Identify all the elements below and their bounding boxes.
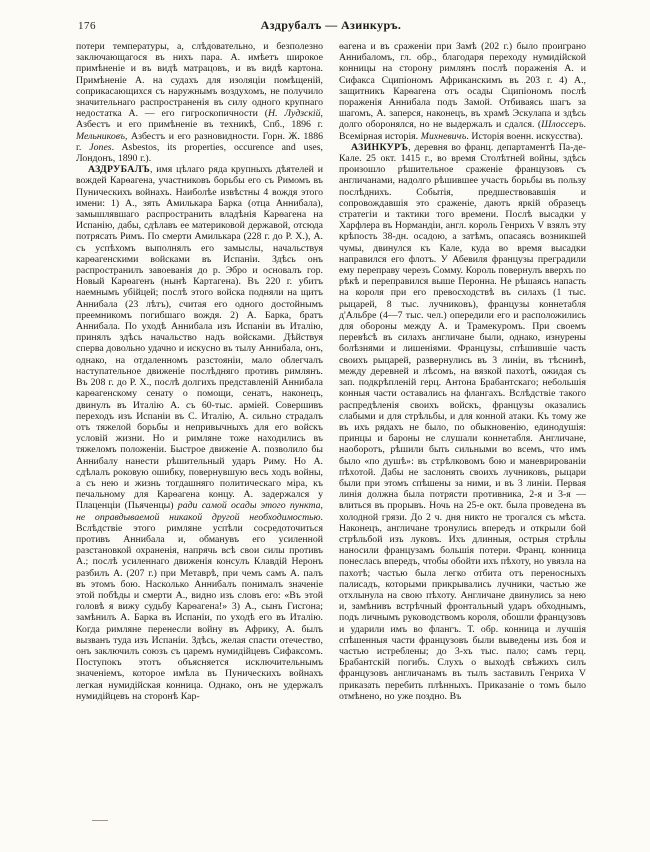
text-segment: Jones [89, 141, 112, 153]
running-title: Аздрубалъ — Азинкуръ. [260, 18, 402, 32]
text-segment: . Всемірная исторія. [339, 119, 586, 142]
text-segment: , Азбестъ и его примѣненіе въ техникѣ, Спб., 1896 г. [76, 108, 323, 131]
entry-headword: АЗИНКУРЪ [351, 141, 409, 153]
paragraph [339, 41, 586, 142]
page-number: 176 [78, 20, 96, 32]
text-segment: потери температуры, а, слѣдовательно, и безполезно заключающагося въ нихъ пара. А. имѣетъ широкое примѣненіе и въ видѣ матрацовъ, и въ видѣ картона. Примѣненіе А. на судахъ для изоляціи помѣщеній, соприкасающихся съ наружнымъ воздухомъ, не получило значительнаго распространенія въ силу одного крупнаго недостатка А. — его гигроскопичности ( [76, 41, 323, 120]
paragraph [339, 142, 586, 702]
signature-mark [92, 820, 108, 821]
page-content [76, 18, 586, 816]
text-segment: , деревня во франц. департаментѣ Па-де-Кале. 25 окт. 1415 г., во время Столѣтней войны, здѣсь произошло рѣшительное сраженіе французовъ съ англичанами, надолго рѣшившее участь борьбы въ пользу послѣднихъ. Событія, предшествовавшія и сопровождавшія это сраженіе, даютъ яркій образецъ стратегіи и тактики того времени. Послѣ высадки у Харфлера въ Нормандіи, англ. король Генрихъ V взялъ эту крѣпость 38-дн. осадою, а затѣмъ, опасаясь возникшей чумы, двинулся къ Кале, куда во время высадки направился его флотъ. У Абевиля французы преградили ему переправу черезъ Сомму. Король повернулъ вверхъ по рѣкѣ и переправился выше Перонна. Не рѣшаясь напасть на короля при его превосходствѣ въ силахъ (1 тыс. рыцарей, 8 тыс. лучниковъ), французы коннетабля д'Альбре (4—7 тыс. чел.) опередили его и расположились для обороны между А. и Трамекуромъ. При своемъ перевѣсѣ въ силахъ англичане были, однако, изнурены болѣзнями и лишеніями. Французы, спѣшившіе часть своихъ рыцарей, развернулись въ 3 линіи, въ тѣснинѣ, между деревней и лѣсомъ, на вязкой пахотѣ, ожидая съ зап. подкрѣпленій герц. Антона Брабантскаго; небольшія конныя части оставались на флангахъ. Вслѣдствіе такого распредѣленія своихъ войскъ, французы оказались слабыми и для стрѣльбы, и для конной атаки. Къ тому же въ ихъ рядахъ не было, по обыкновенію, единодушія: принцы и бароны не слушали коннетабля. Англичане, наоборотъ, рѣшили быть сильными во всемъ, что имъ было «по душѣ»: въ стрѣлковомъ бою и маневрированіи пѣхотой. Дабы не заслонять своихъ лучниковъ, рыцари были при этомъ спѣшены за ними, и въ 3 линіи. Первая линія должна была потрясти противника, 2-я и 3-я — влиться въ прорывъ. Ночь на 25-е окт. была проведена въ холодной грязи. До 2 ч. дня никто не трогался съ мѣста. Наконецъ, англичане тронулись впередъ и открыли бой стрѣльбой изъ луковъ. Ихъ длинныя, острыя стрѣлы наносили французамъ большія потери. Франц. конница понеслась впередъ, чтобы обойти ихъ пѣхоту, но увязла на пахотѣ; частью была легко отбита отъ переносныхъ палисадъ, которыми прикрывались лучники, частью же отхлынула на свою пѣхоту. Англичане двинулись за нею и, замѣнивъ встрѣчный фронтальный ударъ обходнымъ, подъ личнымъ руководствомъ короля, обошли французовъ и ударили имъ во флангъ. Т. обр. конница и лучшія спѣшенныя части французовъ были выведены изъ боя и частью истреблены; до 3-хъ тыс. пало; самъ герц. Брабантскій погибъ. Слухъ о выходѣ свѣжихъ силъ французовъ англичанамъ въ тылъ заставилъ Генриха V приказать перебить плѣнныхъ. Приказаніе о томъ было отмѣнено, но уже поздно. Въ [339, 141, 586, 702]
text-segment: . Asbestos, its properties, occurence and uses, Лондонъ, 1890 г.). [76, 141, 323, 165]
text-segment: Мельниковъ [76, 130, 125, 142]
text-segment: ради самой осады этого пункта, не оправдываемой никакой другой необходимостью [76, 500, 323, 523]
paragraph [76, 41, 323, 164]
column-left [76, 41, 323, 816]
text-segment: , Азбестъ и его разновидности. Горн. Ж. 1886 г. [76, 130, 323, 153]
text-segment: , имя цѣлаго ряда крупныхъ дѣятелей и вождей Карѳагена, участниковъ борьбы его съ Римомъ въ Пуническихъ войнахъ. Наиболѣе извѣстны 4 вождя этого имени: 1) А., зять Амилькара Барка (отца Аннибала), замышлявшаго распространить владѣнія Карѳагена на Испанію, дабы, сдѣлавъ ее материковой державой, отсюда потрясать Римъ. По смерти Амилькара (228 г. до Р. Х.), А. съ успѣхомъ выполнялъ его замыслы, начальствуя карѳагенскими войсками въ Испаніи. Здѣсь онъ распространилъ завоеванія до р. Эбро и основалъ гор. Новый Карѳагенъ (нынѣ Картагена). Въ 220 г. убитъ наемнымъ убійцей; послѣ этого войска подняли на щитъ Аннибала (23 лѣтъ), считая его одного достойнымъ преемникомъ погибшаго вождя. 2) А. Барка, братъ Аннибала. По уходѣ Аннибала изъ Испаніи въ Италію, принялъ здѣсь начальство надъ войсками. Дѣйствуя сперва довольно удачно и искусно въ тылу Аннибала, онъ, однако, на отдаленномъ разстояніи, мало облегчалъ наступательное движеніе послѣдняго противъ римлянъ. Въ 208 г. до Р. Х., послѣ долгихъ представленій Аннибала карѳагенскому сенату о помощи, сенатъ, наконецъ, двинулъ въ Италію А. съ 60-тыс. арміей. Совершивъ переходъ изъ Испаніи въ С. Италію, А. сильно страдалъ отъ тяжелой борьбы и непривычныхъ для его войскъ условій жизни. Но и римляне тоже находились въ тяжеломъ положеніи. Быстрое движеніе А. позволило бы Аннибалу нанести рѣшительный ударъ Риму. Но А. сдѣлалъ роковую ошибку, повернувшую весь ходъ войны, а съ нею и жизнь тогдашняго политическаго міра, къ печальному для Карѳагена концу. А. задержался у Плаценціи (Пьяченцы) [76, 164, 323, 512]
text-segment: Н. Лудзскій [268, 108, 321, 120]
text-segment: . Вслѣдствіе этого римляне успѣли сосредоточиться противъ Аннибала и, обманувъ его усиленной разстановкой охраненія, напрячь всѣ свои силы противъ А.; послѣ усиленнаго движенія консулъ Клавдій Неронъ разбилъ А. (207 г.) при Метаврѣ, при чемъ самъ А. палъ въ этомъ бою. Насколько Аннибалъ понималъ значеніе этой побѣды и смерти А., видно изъ словъ его: «Въ этой головѣ я вижу судьбу Карѳагена!» 3) А., сынъ Гисгона; замѣнилъ А. Барка въ Испаніи, по уходѣ его въ Италію. Когда римляне перенесли войну въ Африку, А. былъ вызванъ туда изъ Испаніи. Здѣсь, желая спасти отечество, онъ заключилъ союзъ съ царемъ нумидійцевъ Сифаксомъ. Поступокъ этотъ объясняется исключительнымъ значеніемъ, которое имѣла въ Пуническихъ войнахъ легкая нумидійская конница. Однако, онъ не удержалъ нумидійцевъ на сторонѣ Кар- [76, 511, 323, 702]
text-segment: Михневичъ [420, 130, 467, 142]
text-segment: Шлоссеръ [541, 119, 584, 131]
entry-headword: АЗДРУБАЛЪ [88, 164, 150, 176]
page-header [76, 18, 586, 36]
text-segment: . Исторія военн. искусства). [466, 130, 583, 142]
paragraph [76, 164, 323, 702]
column-right [339, 41, 586, 816]
text-columns [76, 41, 586, 816]
text-segment: ѳагена и въ сраженіи при Замѣ (202 г.) было проиграно Аннибаломъ, гл. обр., благодаря переходу нумидійской конницы на сторону римлянъ послѣ пораженія А. и Сифакса Сципіономъ Африканскимъ въ 203 г. 4) А., защитникъ Карѳагена отъ осады Сципіономъ послѣ пораженія Аннибала подъ Замой. Отбиваясь шагъ за шагомъ, А. заперся, наконецъ, въ храмѣ Эскулапа и здѣсь долго оборонялся, но не выдержалъ и сдался. ( [339, 41, 586, 131]
